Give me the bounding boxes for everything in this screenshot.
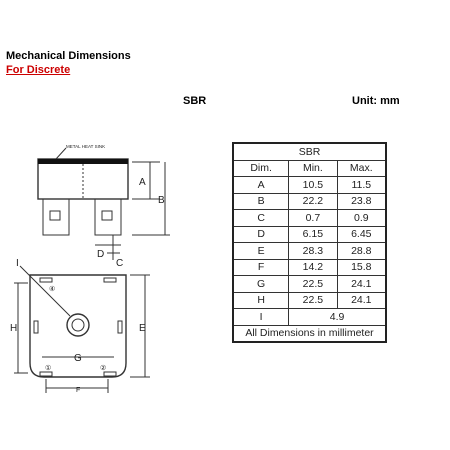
row-dim: A [233, 177, 289, 194]
row-max: 28.8 [337, 243, 386, 260]
table-row [233, 276, 386, 293]
row-dim: G [233, 276, 289, 293]
row-max: 23.8 [337, 193, 386, 210]
dim-label-e: E [139, 323, 146, 334]
dim-label-c: C [116, 258, 124, 269]
dim-label-d: D [97, 249, 105, 260]
side-lead-right [95, 199, 121, 235]
table-row [233, 292, 386, 309]
row-max: 15.8 [337, 259, 386, 276]
unit-label: Unit: mm [352, 95, 400, 107]
dim-label-b: B [158, 195, 165, 206]
row-value: 4.9 [289, 309, 386, 326]
row-max: 24.1 [337, 276, 386, 293]
row-min: 0.7 [289, 210, 337, 227]
side-lead-left [43, 199, 69, 235]
subtitle-link[interactable]: For Discrete [6, 64, 71, 76]
row-dim: D [233, 226, 289, 243]
row-max: 11.5 [337, 177, 386, 194]
row-max: 6.45 [337, 226, 386, 243]
heat-sink-strip [38, 159, 128, 164]
row-dim: B [233, 193, 289, 210]
row-min: 22.5 [289, 292, 337, 309]
table-row [233, 193, 386, 210]
heat-sink-label: METAL HEAT SINK [66, 144, 106, 149]
table-row [233, 309, 386, 326]
row-min: 22.5 [289, 276, 337, 293]
dim-label-h: H [10, 323, 18, 334]
header-min: Min. [289, 160, 337, 177]
table-row [233, 259, 386, 276]
package-name: SBR [183, 95, 207, 107]
table-row [233, 210, 386, 227]
row-min: 14.2 [289, 259, 337, 276]
row-dim: I [233, 309, 289, 326]
header-dim: Dim. [233, 160, 289, 177]
row-min: 22.2 [289, 193, 337, 210]
row-max: 0.9 [337, 210, 386, 227]
pin-mark-2: ② [100, 365, 107, 372]
row-min: 6.15 [289, 226, 337, 243]
table-row [233, 243, 386, 260]
row-dim: H [233, 292, 289, 309]
row-dim: C [233, 210, 289, 227]
row-dim: F [233, 259, 289, 276]
dim-label-i: I [16, 258, 19, 269]
header-max: Max. [337, 160, 386, 177]
pin-mark-1: ① [45, 365, 52, 372]
mounting-hole [67, 314, 89, 336]
row-min: 28.3 [289, 243, 337, 260]
row-min: 10.5 [289, 177, 337, 194]
pin-mark-4: ④ [49, 286, 56, 293]
dimensions-table [232, 142, 387, 343]
dim-label-g: G [74, 353, 82, 364]
dim-label-f: F [76, 387, 81, 394]
table-footer: All Dimensions in millimeter [233, 325, 386, 342]
dim-label-a: A [139, 177, 146, 188]
row-dim: E [233, 243, 289, 260]
page-title: Mechanical Dimensions [6, 50, 131, 62]
table-row [233, 177, 386, 194]
table-title: SBR [233, 143, 386, 160]
row-max: 24.1 [337, 292, 386, 309]
mechanical-drawing [0, 135, 230, 410]
table-row [233, 226, 386, 243]
